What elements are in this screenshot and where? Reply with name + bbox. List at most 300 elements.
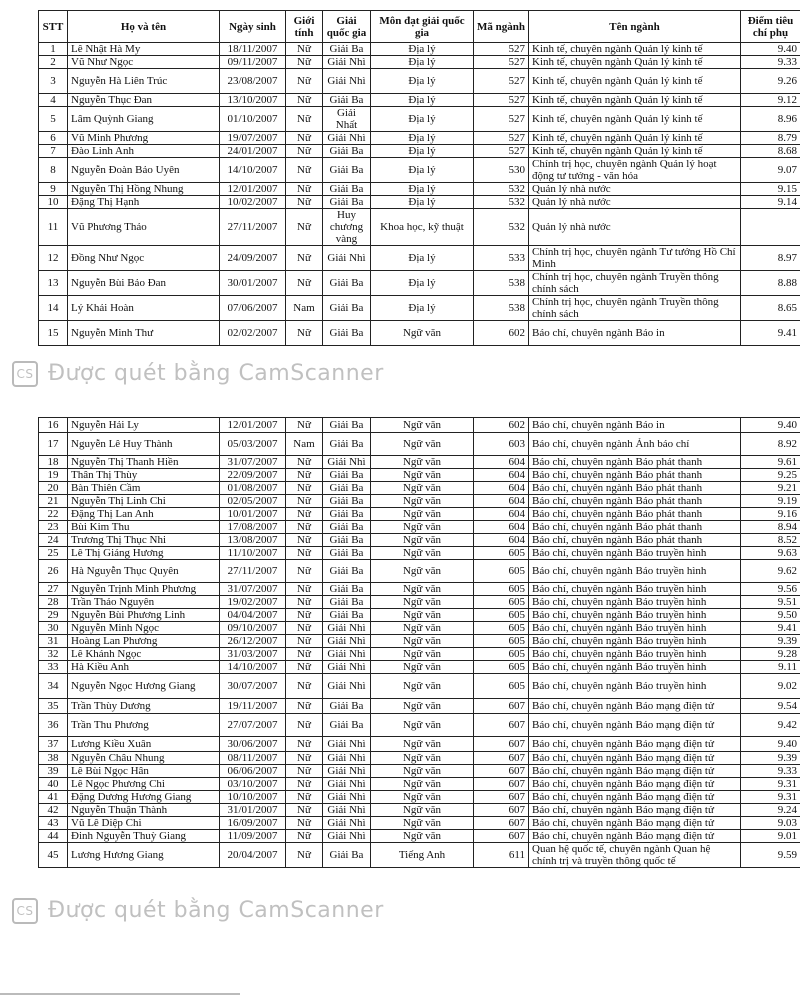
cell-code: 527 xyxy=(474,145,529,158)
cell-name: Nguyễn Minh Thư xyxy=(68,321,220,346)
cell-stt: 28 xyxy=(39,596,68,609)
cell-stt: 34 xyxy=(39,674,68,699)
cell-award: Giải Ba xyxy=(323,609,371,622)
cell-stt: 17 xyxy=(39,433,68,456)
results-table-top xyxy=(38,10,800,346)
cell-stt: 20 xyxy=(39,482,68,495)
cell-subject: Địa lý xyxy=(371,43,474,56)
cell-dob: 19/02/2007 xyxy=(220,596,286,609)
cell-subject: Ngữ văn xyxy=(371,560,474,583)
watermark-text: Được quét bằng CamScanner xyxy=(48,361,384,386)
cell-name: Hoàng Lan Phương xyxy=(68,635,220,648)
cell-dob: 17/08/2007 xyxy=(220,521,286,534)
cell-name: Đào Linh Anh xyxy=(68,145,220,158)
cell-stt: 40 xyxy=(39,778,68,791)
cell-code: 607 xyxy=(474,765,529,778)
cell-score: 9.40 xyxy=(741,737,800,752)
cell-name: Đồng Như Ngọc xyxy=(68,246,220,271)
cell-major: Báo chí, chuyên ngành Báo mạng điện tử xyxy=(529,737,741,752)
cell-gender: Nữ xyxy=(286,752,323,765)
cell-dob: 30/06/2007 xyxy=(220,737,286,752)
table-row xyxy=(39,737,800,752)
table-row xyxy=(39,521,800,534)
table-row xyxy=(39,778,800,791)
cell-name: Nguyễn Minh Ngọc xyxy=(68,622,220,635)
cell-code: 607 xyxy=(474,699,529,714)
cell-stt: 7 xyxy=(39,145,68,158)
cell-award: Giải Ba xyxy=(323,321,371,346)
cell-code: 538 xyxy=(474,296,529,321)
cell-gender: Nữ xyxy=(286,547,323,560)
cell-major: Quản lý nhà nước xyxy=(529,196,741,209)
cell-score: 9.33 xyxy=(741,765,800,778)
cell-subject: Ngữ văn xyxy=(371,418,474,433)
cell-score: 9.40 xyxy=(741,418,800,433)
cell-name: Hà Kiều Anh xyxy=(68,661,220,674)
cell-score: 9.24 xyxy=(741,804,800,817)
cell-score: 9.25 xyxy=(741,469,800,482)
cell-code: 532 xyxy=(474,183,529,196)
cell-major: Báo chí, chuyên ngành Báo truyền hình xyxy=(529,560,741,583)
left-margin xyxy=(0,0,38,1003)
header-major: Tên ngành xyxy=(529,11,741,43)
cell-stt: 38 xyxy=(39,752,68,765)
table-row xyxy=(39,843,800,868)
cell-gender: Nữ xyxy=(286,145,323,158)
cell-major: Chính trị học, chuyên ngành Quản lý hoạt động tư tưởng - văn hóa xyxy=(529,158,741,183)
cell-score: 9.41 xyxy=(741,321,800,346)
cell-code: 527 xyxy=(474,94,529,107)
cell-major: Báo chí, chuyên ngành Báo phát thanh xyxy=(529,456,741,469)
cell-subject: Ngữ văn xyxy=(371,622,474,635)
cell-dob: 27/11/2007 xyxy=(220,560,286,583)
cell-gender: Nữ xyxy=(286,418,323,433)
cell-subject: Ngữ văn xyxy=(371,321,474,346)
cell-stt: 33 xyxy=(39,661,68,674)
cell-gender: Nữ xyxy=(286,674,323,699)
cell-stt: 39 xyxy=(39,765,68,778)
cell-stt: 15 xyxy=(39,321,68,346)
cell-award: Giải Ba xyxy=(323,495,371,508)
cell-code: 527 xyxy=(474,107,529,132)
table-row xyxy=(39,648,800,661)
cell-dob: 11/09/2007 xyxy=(220,830,286,843)
cell-subject: Ngữ văn xyxy=(371,778,474,791)
cell-subject: Ngữ văn xyxy=(371,648,474,661)
cell-gender: Nữ xyxy=(286,830,323,843)
cell-gender: Nữ xyxy=(286,508,323,521)
camscanner-logo-icon: CS xyxy=(12,898,38,924)
table-row xyxy=(39,56,800,69)
cell-stt: 30 xyxy=(39,622,68,635)
cell-award: Giải Ba xyxy=(323,534,371,547)
cell-subject: Địa lý xyxy=(371,132,474,145)
cell-name: Lương Hương Giang xyxy=(68,843,220,868)
table-row xyxy=(39,714,800,737)
cell-code: 530 xyxy=(474,158,529,183)
cell-name: Nguyễn Châu Nhung xyxy=(68,752,220,765)
cell-name: Lê Ngọc Phương Chi xyxy=(68,778,220,791)
camscanner-watermark-top xyxy=(0,361,384,387)
table-row xyxy=(39,791,800,804)
cell-stt: 2 xyxy=(39,56,68,69)
cell-gender: Nữ xyxy=(286,609,323,622)
cell-name: Nguyễn Thục Đan xyxy=(68,94,220,107)
cell-gender: Nữ xyxy=(286,804,323,817)
cell-stt: 42 xyxy=(39,804,68,817)
cell-major: Quan hệ quốc tế, chuyên ngành Quan hệ chính trị và truyền thông quốc tế xyxy=(529,843,741,868)
cell-subject: Ngữ văn xyxy=(371,508,474,521)
cell-stt: 9 xyxy=(39,183,68,196)
cell-subject: Ngữ văn xyxy=(371,583,474,596)
cell-stt: 22 xyxy=(39,508,68,521)
cell-dob: 27/11/2007 xyxy=(220,209,286,246)
cell-dob: 09/10/2007 xyxy=(220,622,286,635)
cell-gender: Nữ xyxy=(286,94,323,107)
cell-major: Báo chí, chuyên ngành Báo mạng điện tử xyxy=(529,778,741,791)
cell-dob: 24/01/2007 xyxy=(220,145,286,158)
cell-award: Giải Nhì xyxy=(323,752,371,765)
cell-name: Đặng Thị Hạnh xyxy=(68,196,220,209)
cell-gender: Nữ xyxy=(286,635,323,648)
cell-gender: Nam xyxy=(286,296,323,321)
cell-score: 8.65 xyxy=(741,296,800,321)
cell-award: Huy chương vàng xyxy=(323,209,371,246)
cell-award: Giải Ba xyxy=(323,145,371,158)
cell-code: 605 xyxy=(474,583,529,596)
cell-dob: 06/06/2007 xyxy=(220,765,286,778)
cell-code: 533 xyxy=(474,246,529,271)
cell-dob: 31/01/2007 xyxy=(220,804,286,817)
cell-stt: 19 xyxy=(39,469,68,482)
cell-code: 527 xyxy=(474,43,529,56)
cell-name: Trương Thị Thục Nhi xyxy=(68,534,220,547)
cell-score: 8.96 xyxy=(741,107,800,132)
cell-gender: Nữ xyxy=(286,521,323,534)
table-row xyxy=(39,609,800,622)
cell-name: Nguyễn Hà Liên Trúc xyxy=(68,69,220,94)
table-row xyxy=(39,765,800,778)
cell-award: Giải Nhì xyxy=(323,661,371,674)
cell-dob: 09/11/2007 xyxy=(220,56,286,69)
cell-dob: 10/01/2007 xyxy=(220,508,286,521)
cell-code: 607 xyxy=(474,817,529,830)
cell-gender: Nam xyxy=(286,433,323,456)
cell-subject: Ngữ văn xyxy=(371,596,474,609)
cell-name: Thân Thị Thùy xyxy=(68,469,220,482)
cell-dob: 20/04/2007 xyxy=(220,843,286,868)
cell-subject: Địa lý xyxy=(371,56,474,69)
cell-dob: 16/09/2007 xyxy=(220,817,286,830)
cell-score: 8.92 xyxy=(741,433,800,456)
cell-subject: Ngữ văn xyxy=(371,752,474,765)
table-row xyxy=(39,622,800,635)
cell-score: 9.62 xyxy=(741,560,800,583)
table-row xyxy=(39,271,800,296)
cell-code: 527 xyxy=(474,56,529,69)
watermark-text: Được quét bằng CamScanner xyxy=(48,898,384,923)
cell-score: 9.15 xyxy=(741,183,800,196)
cell-award: Giải Nhất xyxy=(323,107,371,132)
cell-major: Kinh tế, chuyên ngành Quản lý kinh tế xyxy=(529,94,741,107)
table-row xyxy=(39,495,800,508)
cell-gender: Nữ xyxy=(286,469,323,482)
cell-name: Trần Thảo Nguyên xyxy=(68,596,220,609)
cell-code: 602 xyxy=(474,418,529,433)
cell-score: 9.56 xyxy=(741,583,800,596)
cell-gender: Nữ xyxy=(286,271,323,296)
cell-code: 607 xyxy=(474,830,529,843)
cell-gender: Nữ xyxy=(286,183,323,196)
table-row xyxy=(39,456,800,469)
cell-dob: 23/08/2007 xyxy=(220,69,286,94)
cell-subject: Ngữ văn xyxy=(371,791,474,804)
cell-code: 604 xyxy=(474,521,529,534)
cell-major: Báo chí, chuyên ngành Báo in xyxy=(529,418,741,433)
cell-code: 605 xyxy=(474,596,529,609)
cell-score: 9.61 xyxy=(741,456,800,469)
cell-score: 9.26 xyxy=(741,69,800,94)
cell-gender: Nữ xyxy=(286,817,323,830)
cell-subject: Ngữ văn xyxy=(371,547,474,560)
table-row xyxy=(39,547,800,560)
cell-gender: Nữ xyxy=(286,495,323,508)
cell-stt: 36 xyxy=(39,714,68,737)
cell-stt: 43 xyxy=(39,817,68,830)
cell-award: Giải Nhì xyxy=(323,791,371,804)
cell-score: 9.63 xyxy=(741,547,800,560)
cell-subject: Địa lý xyxy=(371,246,474,271)
table-row xyxy=(39,482,800,495)
cell-score: 9.07 xyxy=(741,158,800,183)
cell-name: Nguyễn Thị Linh Chi xyxy=(68,495,220,508)
cell-gender: Nữ xyxy=(286,791,323,804)
cell-code: 605 xyxy=(474,635,529,648)
cell-award: Giải Ba xyxy=(323,843,371,868)
cell-score: 9.12 xyxy=(741,94,800,107)
cell-gender: Nữ xyxy=(286,56,323,69)
cell-gender: Nữ xyxy=(286,699,323,714)
cell-score: 9.31 xyxy=(741,778,800,791)
header-score: Điểm tiêu chí phụ xyxy=(741,11,800,43)
cell-subject: Ngữ văn xyxy=(371,635,474,648)
cell-major: Báo chí, chuyên ngành Báo truyền hình xyxy=(529,622,741,635)
cell-subject: Địa lý xyxy=(371,183,474,196)
cell-name: Nguyễn Bùi Bảo Đan xyxy=(68,271,220,296)
cell-code: 604 xyxy=(474,534,529,547)
cell-subject: Địa lý xyxy=(371,107,474,132)
cell-subject: Ngữ văn xyxy=(371,804,474,817)
cell-gender: Nữ xyxy=(286,132,323,145)
cell-name: Nguyễn Trịnh Minh Phương xyxy=(68,583,220,596)
cell-major: Báo chí, chuyên ngành Báo mạng điện tử xyxy=(529,752,741,765)
cell-score: 9.40 xyxy=(741,43,800,56)
cell-dob: 19/11/2007 xyxy=(220,699,286,714)
cell-name: Lê Thị Giáng Hương xyxy=(68,547,220,560)
cell-code: 605 xyxy=(474,547,529,560)
cell-name: Nguyễn Đoàn Bảo Uyên xyxy=(68,158,220,183)
cell-subject: Địa lý xyxy=(371,145,474,158)
cell-major: Báo chí, chuyên ngành Ảnh báo chí xyxy=(529,433,741,456)
cell-gender: Nữ xyxy=(286,209,323,246)
table-row xyxy=(39,830,800,843)
cell-subject: Ngữ văn xyxy=(371,737,474,752)
cell-stt: 8 xyxy=(39,158,68,183)
cell-dob: 12/01/2007 xyxy=(220,418,286,433)
cell-subject: Ngữ văn xyxy=(371,433,474,456)
table-row xyxy=(39,209,800,246)
cell-award: Giải Nhì xyxy=(323,778,371,791)
cell-subject: Ngữ văn xyxy=(371,609,474,622)
cell-major: Báo chí, chuyên ngành Báo truyền hình xyxy=(529,674,741,699)
cell-gender: Nữ xyxy=(286,714,323,737)
cell-dob: 02/02/2007 xyxy=(220,321,286,346)
cell-award: Giải Ba xyxy=(323,94,371,107)
scan-edge-line xyxy=(0,993,240,995)
cell-major: Báo chí, chuyên ngành Báo mạng điện tử xyxy=(529,791,741,804)
cell-stt: 37 xyxy=(39,737,68,752)
cell-major: Kinh tế, chuyên ngành Quản lý kinh tế xyxy=(529,145,741,158)
cell-subject: Ngữ văn xyxy=(371,714,474,737)
table-row xyxy=(39,132,800,145)
cell-score: 9.11 xyxy=(741,661,800,674)
cell-name: Nguyễn Thị Hồng Nhung xyxy=(68,183,220,196)
cell-gender: Nữ xyxy=(286,622,323,635)
cell-score: 9.16 xyxy=(741,508,800,521)
cell-code: 605 xyxy=(474,609,529,622)
cell-name: Đinh Nguyễn Thuỳ Giang xyxy=(68,830,220,843)
cell-stt: 5 xyxy=(39,107,68,132)
cell-dob: 05/03/2007 xyxy=(220,433,286,456)
cell-code: 532 xyxy=(474,209,529,246)
cell-code: 605 xyxy=(474,648,529,661)
cell-stt: 23 xyxy=(39,521,68,534)
cell-major: Báo chí, chuyên ngành Báo truyền hình xyxy=(529,661,741,674)
results-table-bottom xyxy=(38,417,800,868)
cell-major: Báo chí, chuyên ngành Báo mạng điện tử xyxy=(529,765,741,778)
cell-name: Trần Thu Phương xyxy=(68,714,220,737)
cell-dob: 18/11/2007 xyxy=(220,43,286,56)
cell-stt: 25 xyxy=(39,547,68,560)
cell-stt: 24 xyxy=(39,534,68,547)
cell-code: 607 xyxy=(474,778,529,791)
cell-award: Giải Nhì xyxy=(323,804,371,817)
cell-stt: 4 xyxy=(39,94,68,107)
cell-dob: 19/07/2007 xyxy=(220,132,286,145)
cell-major: Quản lý nhà nước xyxy=(529,183,741,196)
cell-score: 9.41 xyxy=(741,622,800,635)
cell-score: 9.01 xyxy=(741,830,800,843)
cell-code: 607 xyxy=(474,804,529,817)
cell-name: Đặng Dương Hương Giang xyxy=(68,791,220,804)
cell-gender: Nữ xyxy=(286,648,323,661)
cell-name: Vũ Phương Thảo xyxy=(68,209,220,246)
table-row xyxy=(39,699,800,714)
cell-award: Giải Ba xyxy=(323,482,371,495)
cell-name: Vũ Như Ngọc xyxy=(68,56,220,69)
cell-major: Báo chí, chuyên ngành Báo truyền hình xyxy=(529,583,741,596)
cell-award: Giải Ba xyxy=(323,43,371,56)
header-row xyxy=(39,11,800,43)
cell-award: Giải Ba xyxy=(323,183,371,196)
cell-code: 607 xyxy=(474,737,529,752)
cell-major: Chính trị học, chuyên ngành Truyền thông chính sách xyxy=(529,271,741,296)
cell-stt: 10 xyxy=(39,196,68,209)
cell-major: Kinh tế, chuyên ngành Quản lý kinh tế xyxy=(529,107,741,132)
cell-score: 9.21 xyxy=(741,482,800,495)
cell-award: Giải Nhì xyxy=(323,817,371,830)
header-subject: Môn đạt giải quốc gia xyxy=(371,11,474,43)
cell-award: Giải Nhì xyxy=(323,635,371,648)
cell-award: Giải Ba xyxy=(323,596,371,609)
cell-code: 604 xyxy=(474,469,529,482)
cell-code: 527 xyxy=(474,132,529,145)
cell-dob: 26/12/2007 xyxy=(220,635,286,648)
cell-dob: 12/01/2007 xyxy=(220,183,286,196)
cell-name: Nguyễn Thị Thanh Hiền xyxy=(68,456,220,469)
cell-gender: Nữ xyxy=(286,583,323,596)
table-row xyxy=(39,196,800,209)
cell-major: Báo chí, chuyên ngành Báo mạng điện tử xyxy=(529,830,741,843)
header-stt: STT xyxy=(39,11,68,43)
cell-score: 8.97 xyxy=(741,246,800,271)
cell-award: Giải Nhì xyxy=(323,132,371,145)
cell-score: 9.39 xyxy=(741,752,800,765)
cell-subject: Địa lý xyxy=(371,94,474,107)
cell-code: 605 xyxy=(474,661,529,674)
cell-subject: Địa lý xyxy=(371,271,474,296)
cell-subject: Ngữ văn xyxy=(371,456,474,469)
cell-subject: Ngữ văn xyxy=(371,674,474,699)
cell-subject: Ngữ văn xyxy=(371,699,474,714)
cell-major: Chính trị học, chuyên ngành Tư tưởng Hồ Chí Minh xyxy=(529,246,741,271)
cell-award: Giải Nhì xyxy=(323,56,371,69)
cell-name: Lương Kiều Xuân xyxy=(68,737,220,752)
cell-subject: Ngữ văn xyxy=(371,534,474,547)
table-row xyxy=(39,534,800,547)
cell-major: Kinh tế, chuyên ngành Quản lý kinh tế xyxy=(529,69,741,94)
cell-name: Nguyễn Hải Ly xyxy=(68,418,220,433)
cell-gender: Nữ xyxy=(286,843,323,868)
cell-award: Giải Ba xyxy=(323,521,371,534)
table-row xyxy=(39,560,800,583)
cell-dob: 27/07/2007 xyxy=(220,714,286,737)
cell-major: Báo chí, chuyên ngành Báo mạng điện tử xyxy=(529,699,741,714)
cell-score: 9.39 xyxy=(741,635,800,648)
table-row xyxy=(39,817,800,830)
cell-score xyxy=(741,209,800,246)
cell-name: Nguyễn Lê Huy Thành xyxy=(68,433,220,456)
cell-gender: Nữ xyxy=(286,69,323,94)
cell-gender: Nữ xyxy=(286,778,323,791)
cell-code: 604 xyxy=(474,508,529,521)
cell-major: Báo chí, chuyên ngành Báo phát thanh xyxy=(529,469,741,482)
cell-major: Báo chí, chuyên ngành Báo phát thanh xyxy=(529,534,741,547)
cell-gender: Nữ xyxy=(286,661,323,674)
cell-stt: 12 xyxy=(39,246,68,271)
cell-dob: 11/10/2007 xyxy=(220,547,286,560)
cell-stt: 13 xyxy=(39,271,68,296)
cell-dob: 22/09/2007 xyxy=(220,469,286,482)
header-name: Họ và tên xyxy=(68,11,220,43)
cell-stt: 44 xyxy=(39,830,68,843)
table-row xyxy=(39,246,800,271)
cell-major: Kinh tế, chuyên ngành Quản lý kinh tế xyxy=(529,43,741,56)
cell-name: Lý Khải Hoàn xyxy=(68,296,220,321)
cell-score: 9.50 xyxy=(741,609,800,622)
cell-award: Giải Nhì xyxy=(323,674,371,699)
cell-major: Chính trị học, chuyên ngành Truyền thông chính sách xyxy=(529,296,741,321)
